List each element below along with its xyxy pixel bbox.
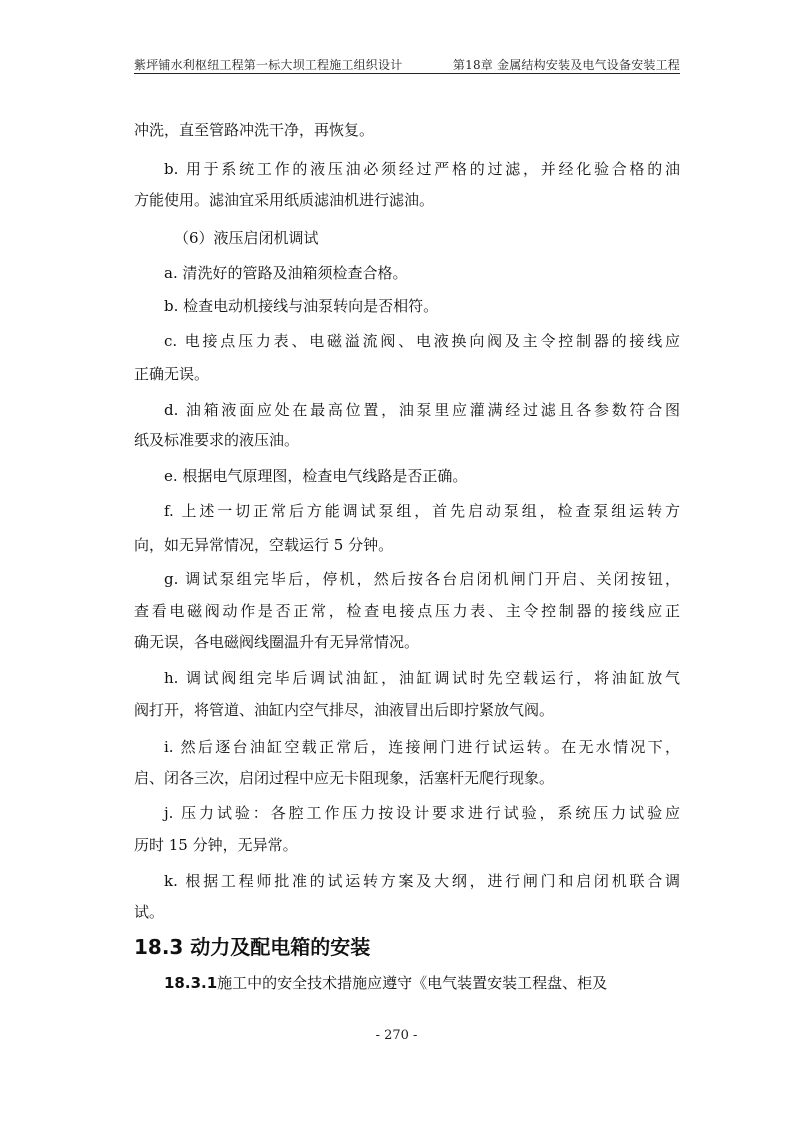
header-rule (134, 73, 680, 74)
text-line: 阀打开，将管道、油缸内空气排尽，油液冒出后即拧紧放气阀。 (134, 701, 555, 719)
text-line: 确无误，各电磁阀线圈温升有无异常情况。 (134, 633, 420, 651)
section-title: 18.3 动力及配电箱的安装 (134, 935, 371, 959)
subsection-line (134, 971, 680, 995)
text-line: b. 检查电动机接线与油泵转向是否相符。 (164, 297, 439, 315)
text-line: 启、闭各三次，启闭过程中应无卡阻现象，活塞杆无爬行现象。 (134, 769, 555, 787)
text-line: 历时 15 分钟，无异常。 (134, 836, 298, 854)
text-line: 查看电磁阀动作是否正常，检查电接点压力表、主令控制器的接线应正 (134, 602, 680, 620)
header-chapter-title: 第18章 金属结构安装及电气设备安装工程 (452, 58, 680, 72)
subheading: （6）液压启闭机调试 (174, 229, 319, 247)
text-line: h. 调试阀组完毕后调试油缸，油缸调试时先空载运行，将油缸放气 (164, 669, 680, 687)
header-document-title: 紫坪铺水利枢纽工程第一标大坝工程施工组织设计 (134, 58, 403, 72)
subsection-text: 施工中的安全技术措施应遵守《电气装置安装工程盘、柜及 (217, 974, 608, 992)
text-line: 纸及标准要求的液压油。 (134, 431, 300, 449)
text-line: k. 根据工程师批准的试运转方案及大纲，进行闸门和启闭机联合调 (164, 872, 680, 890)
text-line: 试。 (134, 903, 165, 921)
text-line: d. 油箱液面应处在最高位置，油泵里应灌满经过滤且各参数符合图 (164, 401, 680, 419)
text-line: a. 清洗好的管路及油箱须检查合格。 (164, 264, 408, 282)
text-line: i. 然后逐台油缸空载正常后，连接闸门进行试运转。在无水情况下， (164, 738, 680, 756)
page-number: - 270 - (375, 1028, 418, 1043)
text-line: 冲洗，直至管路冲洗干净，再恢复。 (134, 121, 375, 139)
text-line: e. 根据电气原理图，检查电气线路是否正确。 (164, 467, 468, 485)
text-line: f. 上述一切正常后方能调试泵组，首先启动泵组，检查泵组运转方 (164, 502, 680, 520)
text-line: c. 电接点压力表、电磁溢流阀、电液换向阀及主令控制器的接线应 (164, 332, 680, 350)
text-line: g. 调试泵组完毕后，停机，然后按各台启闭机闸门开启、关闭按钮， (164, 570, 680, 588)
page-header (134, 52, 680, 72)
text-line: j. 压力试验：各腔工作压力按设计要求进行试验，系统压力试验应 (164, 804, 680, 822)
text-line: 向，如无异常情况，空载运行 5 分钟。 (134, 536, 394, 554)
text-line: 正确无误。 (134, 365, 210, 383)
text-line: b. 用于系统工作的液压油必须经过严格的过滤，并经化验合格的油 (164, 160, 680, 178)
text-line: 方能使用。滤油宜采用纸质滤油机进行滤油。 (134, 191, 435, 209)
subsection-number: 18.3.1 (164, 974, 218, 992)
